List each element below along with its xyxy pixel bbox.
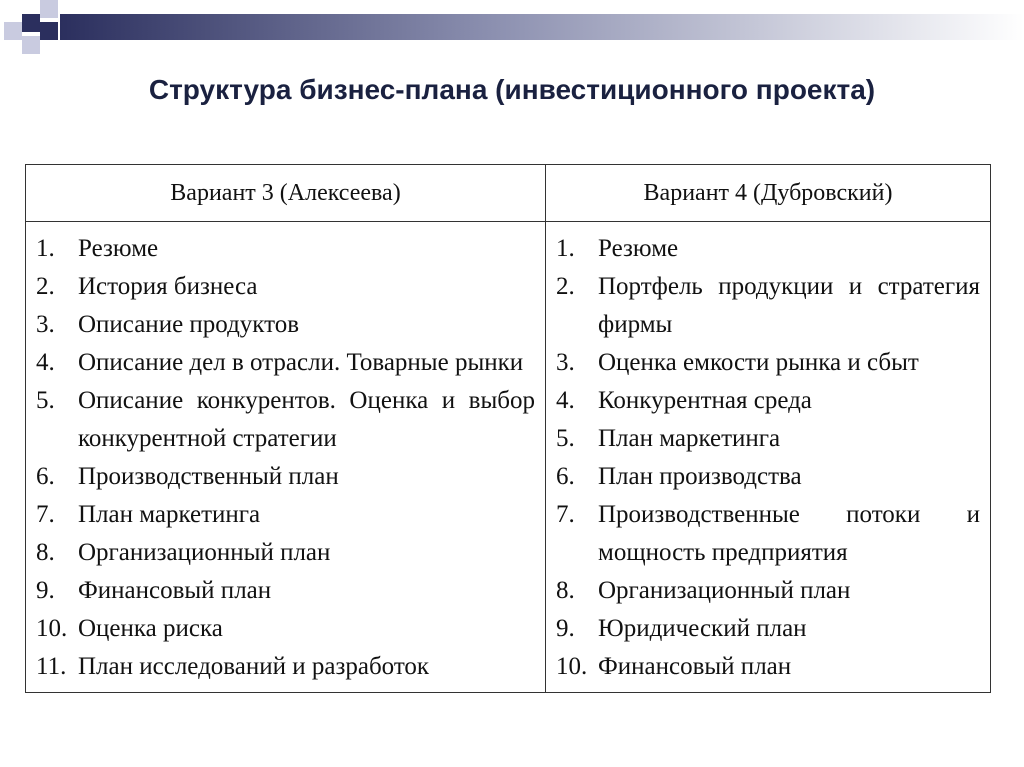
business-plan-table — [25, 164, 991, 693]
item-text: План маркетинга — [598, 425, 781, 452]
item-text: Резюме — [598, 235, 679, 262]
item-text: Организационный план — [598, 577, 851, 604]
list-item — [556, 572, 980, 610]
list-item — [36, 268, 535, 306]
item-number: 8. — [556, 577, 575, 604]
item-text: Финансовый план — [598, 653, 792, 680]
item-number: 7. — [36, 501, 55, 528]
list-item — [556, 496, 980, 572]
item-number: 3. — [556, 349, 575, 376]
item-text: Юридический план — [598, 615, 807, 642]
list-item — [36, 610, 535, 648]
list-item — [556, 610, 980, 648]
item-number: 11. — [36, 653, 67, 680]
item-number: 10. — [556, 653, 588, 680]
item-number: 1. — [36, 235, 55, 262]
table-body-row — [26, 222, 991, 693]
variant-3-cell — [26, 222, 546, 693]
variant-4-list — [556, 230, 980, 686]
item-text: Описание дел в отрасли. Товарные рынки — [78, 349, 524, 376]
item-text: Организационный план — [78, 539, 331, 566]
item-number: 6. — [36, 463, 55, 490]
item-number: 4. — [36, 349, 55, 376]
page-title: Структура бизнес-плана (инвестиционного проекта) — [148, 74, 876, 105]
item-number: 6. — [556, 463, 575, 490]
item-number: 2. — [556, 273, 575, 300]
variant-3-list — [36, 230, 535, 686]
item-text: План маркетинга — [78, 501, 261, 528]
item-number: 3. — [36, 311, 55, 338]
item-text: Оценка емкости рынка и сбыт — [598, 349, 919, 376]
item-number: 8. — [36, 539, 55, 566]
list-item — [556, 268, 980, 344]
item-text: Портфель продукции и стратегия фирмы — [598, 273, 980, 338]
item-number: 4. — [556, 387, 575, 414]
table-header-row — [26, 165, 991, 222]
item-text: Оценка риска — [78, 615, 223, 642]
item-text: Конкурентная среда — [598, 387, 812, 414]
item-number: 7. — [556, 501, 575, 528]
list-item — [36, 648, 535, 686]
column-header: Вариант 4 (Дубровский) — [546, 165, 991, 222]
column-header: Вариант 3 (Алексеева) — [26, 165, 546, 222]
list-item — [556, 420, 980, 458]
item-text: План исследований и разработок — [78, 653, 430, 680]
list-item — [36, 572, 535, 610]
item-number: 9. — [556, 615, 575, 642]
item-number: 9. — [36, 577, 55, 604]
decorative-header-band — [0, 0, 1024, 60]
item-text: История бизнеса — [78, 273, 258, 300]
item-text: Описание конкурентов. Оценка и выбор конкурентной стратегии — [78, 387, 535, 452]
list-item — [36, 534, 535, 572]
item-text: Производственные потоки и мощность предприятия — [598, 501, 980, 566]
item-number: 10. — [36, 615, 68, 642]
item-text: План производства — [598, 463, 802, 490]
item-number: 1. — [556, 235, 575, 262]
list-item — [36, 458, 535, 496]
list-item — [556, 458, 980, 496]
item-text: Резюме — [78, 235, 159, 262]
list-item — [556, 344, 980, 382]
list-item — [556, 230, 980, 268]
item-text: Финансовый план — [78, 577, 272, 604]
item-text: Производственный план — [78, 463, 339, 490]
list-item — [36, 230, 535, 268]
list-item — [36, 306, 535, 344]
list-item — [36, 344, 535, 382]
list-item — [556, 382, 980, 420]
item-number: 5. — [36, 387, 55, 414]
item-number: 5. — [556, 425, 575, 452]
list-item — [36, 382, 535, 458]
variant-4-cell — [546, 222, 991, 693]
list-item — [556, 648, 980, 686]
item-number: 2. — [36, 273, 55, 300]
list-item — [36, 496, 535, 534]
item-text: Описание продуктов — [78, 311, 300, 338]
